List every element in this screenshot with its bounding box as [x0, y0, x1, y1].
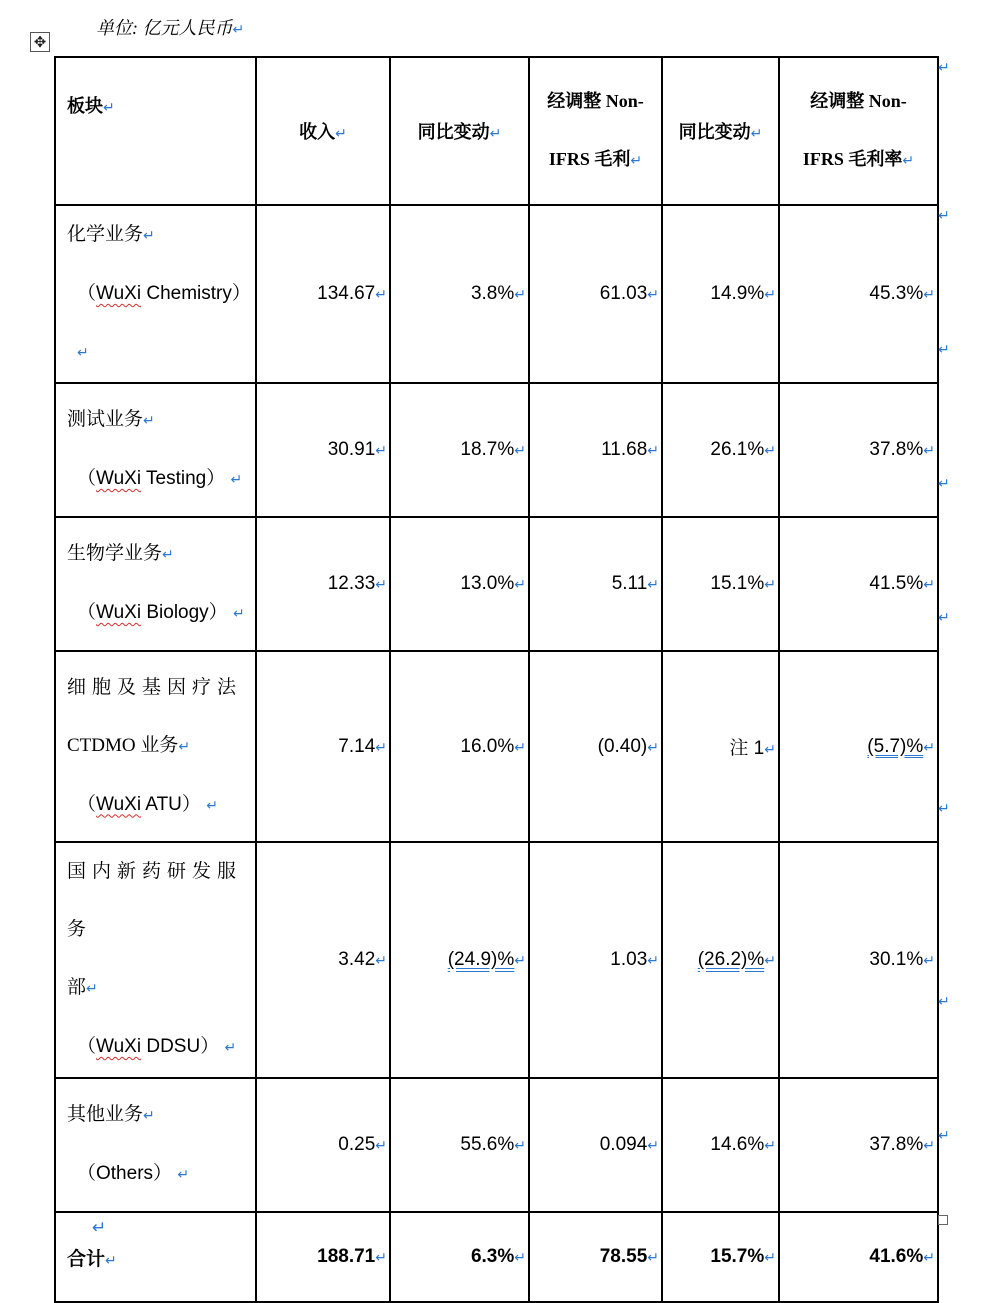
row-end-mark-icon: ↵	[938, 1128, 950, 1144]
segment-label-total: 合计↵	[55, 1212, 256, 1302]
segment-label: 国内新药研发服务 部↵ （WuXi DDSU） ↵	[55, 842, 256, 1078]
row-end-mark-icon: ↵	[938, 60, 950, 76]
table-row	[55, 517, 938, 651]
segment-label: 生物学业务↵ （WuXi Biology） ↵	[55, 517, 256, 651]
header-revenue: 收入↵	[256, 57, 390, 205]
margin-cell: 37.8%↵	[779, 383, 938, 517]
revenue-yoy-cell: 55.6%↵	[390, 1078, 529, 1212]
gross-profit-cell: 0.094↵	[529, 1078, 662, 1212]
revenue-cell: 7.14↵	[256, 651, 390, 842]
table-row	[55, 1078, 938, 1212]
segment-label: 其他业务↵ （Others） ↵	[55, 1078, 256, 1212]
gross-profit-cell: 78.55↵	[529, 1212, 662, 1302]
table-row	[55, 842, 938, 1078]
segment-label: 细胞及基因疗法 CTDMO 业务↵ （WuXi ATU） ↵	[55, 651, 256, 842]
margin-cell: (5.7)%↵	[779, 651, 938, 842]
revenue-yoy-cell: 16.0%↵	[390, 651, 529, 842]
total-row	[55, 1212, 938, 1302]
gp-yoy-cell: 注 1↵	[662, 651, 779, 842]
segment-label: 测试业务↵ （WuXi Testing） ↵	[55, 383, 256, 517]
table-resize-handle[interactable]	[938, 1215, 948, 1225]
margin-cell: 45.3%↵	[779, 205, 938, 383]
revenue-cell: 0.25↵	[256, 1078, 390, 1212]
revenue-cell: 12.33↵	[256, 517, 390, 651]
row-end-mark-icon: ↵	[938, 342, 950, 358]
gross-profit-cell: 1.03↵	[529, 842, 662, 1078]
revenue-cell: 134.67↵	[256, 205, 390, 383]
revenue-cell: 188.71↵	[256, 1212, 390, 1302]
margin-cell: 37.8%↵	[779, 1078, 938, 1212]
unit-note: 单位: 亿元人民币↵	[96, 18, 245, 38]
paragraph-mark-icon: ↵	[232, 22, 245, 38]
revenue-yoy-cell: 13.0%↵	[390, 517, 529, 651]
header-gp-yoy: 同比变动↵	[662, 57, 779, 205]
header-row	[55, 57, 938, 205]
gp-yoy-cell: 14.9%↵	[662, 205, 779, 383]
row-end-mark-icon: ↵	[938, 610, 950, 626]
margin-cell: 30.1%↵	[779, 842, 938, 1078]
table-row	[55, 205, 938, 383]
gp-yoy-cell: 15.7%↵	[662, 1212, 779, 1302]
gross-profit-cell: (0.40)↵	[529, 651, 662, 842]
revenue-yoy-cell: 3.8%↵	[390, 205, 529, 383]
header-gross-profit: 经调整 Non- IFRS 毛利↵	[529, 57, 662, 205]
revenue-cell: 30.91↵	[256, 383, 390, 517]
row-end-mark-icon: ↵	[938, 994, 950, 1010]
row-end-mark-icon: ↵	[938, 801, 950, 817]
revenue-yoy-cell: (24.9)%↵	[390, 842, 529, 1078]
header-gross-margin: 经调整 Non- IFRS 毛利率↵	[779, 57, 938, 205]
gross-profit-cell: 5.11↵	[529, 517, 662, 651]
margin-cell: 41.6%↵	[779, 1212, 938, 1302]
segment-table	[54, 56, 939, 1303]
paragraph-mark-icon: ↵	[92, 1218, 107, 1238]
row-end-mark-icon: ↵	[938, 208, 950, 224]
segment-label: 化学业务↵ （WuXi Chemistry） ↵	[55, 205, 256, 383]
header-revenue-yoy: 同比变动↵	[390, 57, 529, 205]
margin-cell: 41.5%↵	[779, 517, 938, 651]
gp-yoy-cell: 26.1%↵	[662, 383, 779, 517]
gp-yoy-cell: (26.2)%↵	[662, 842, 779, 1078]
gross-profit-cell: 11.68↵	[529, 383, 662, 517]
gp-yoy-cell: 15.1%↵	[662, 517, 779, 651]
revenue-yoy-cell: 6.3%↵	[390, 1212, 529, 1302]
gross-profit-cell: 61.03↵	[529, 205, 662, 383]
gp-yoy-cell: 14.6%↵	[662, 1078, 779, 1212]
table-row	[55, 383, 938, 517]
table-row	[55, 651, 938, 842]
revenue-cell: 3.42↵	[256, 842, 390, 1078]
header-segment: 板块↵	[55, 57, 256, 205]
revenue-yoy-cell: 18.7%↵	[390, 383, 529, 517]
row-end-mark-icon: ↵	[938, 476, 950, 492]
table-move-handle-icon[interactable]: ✥	[30, 32, 50, 52]
